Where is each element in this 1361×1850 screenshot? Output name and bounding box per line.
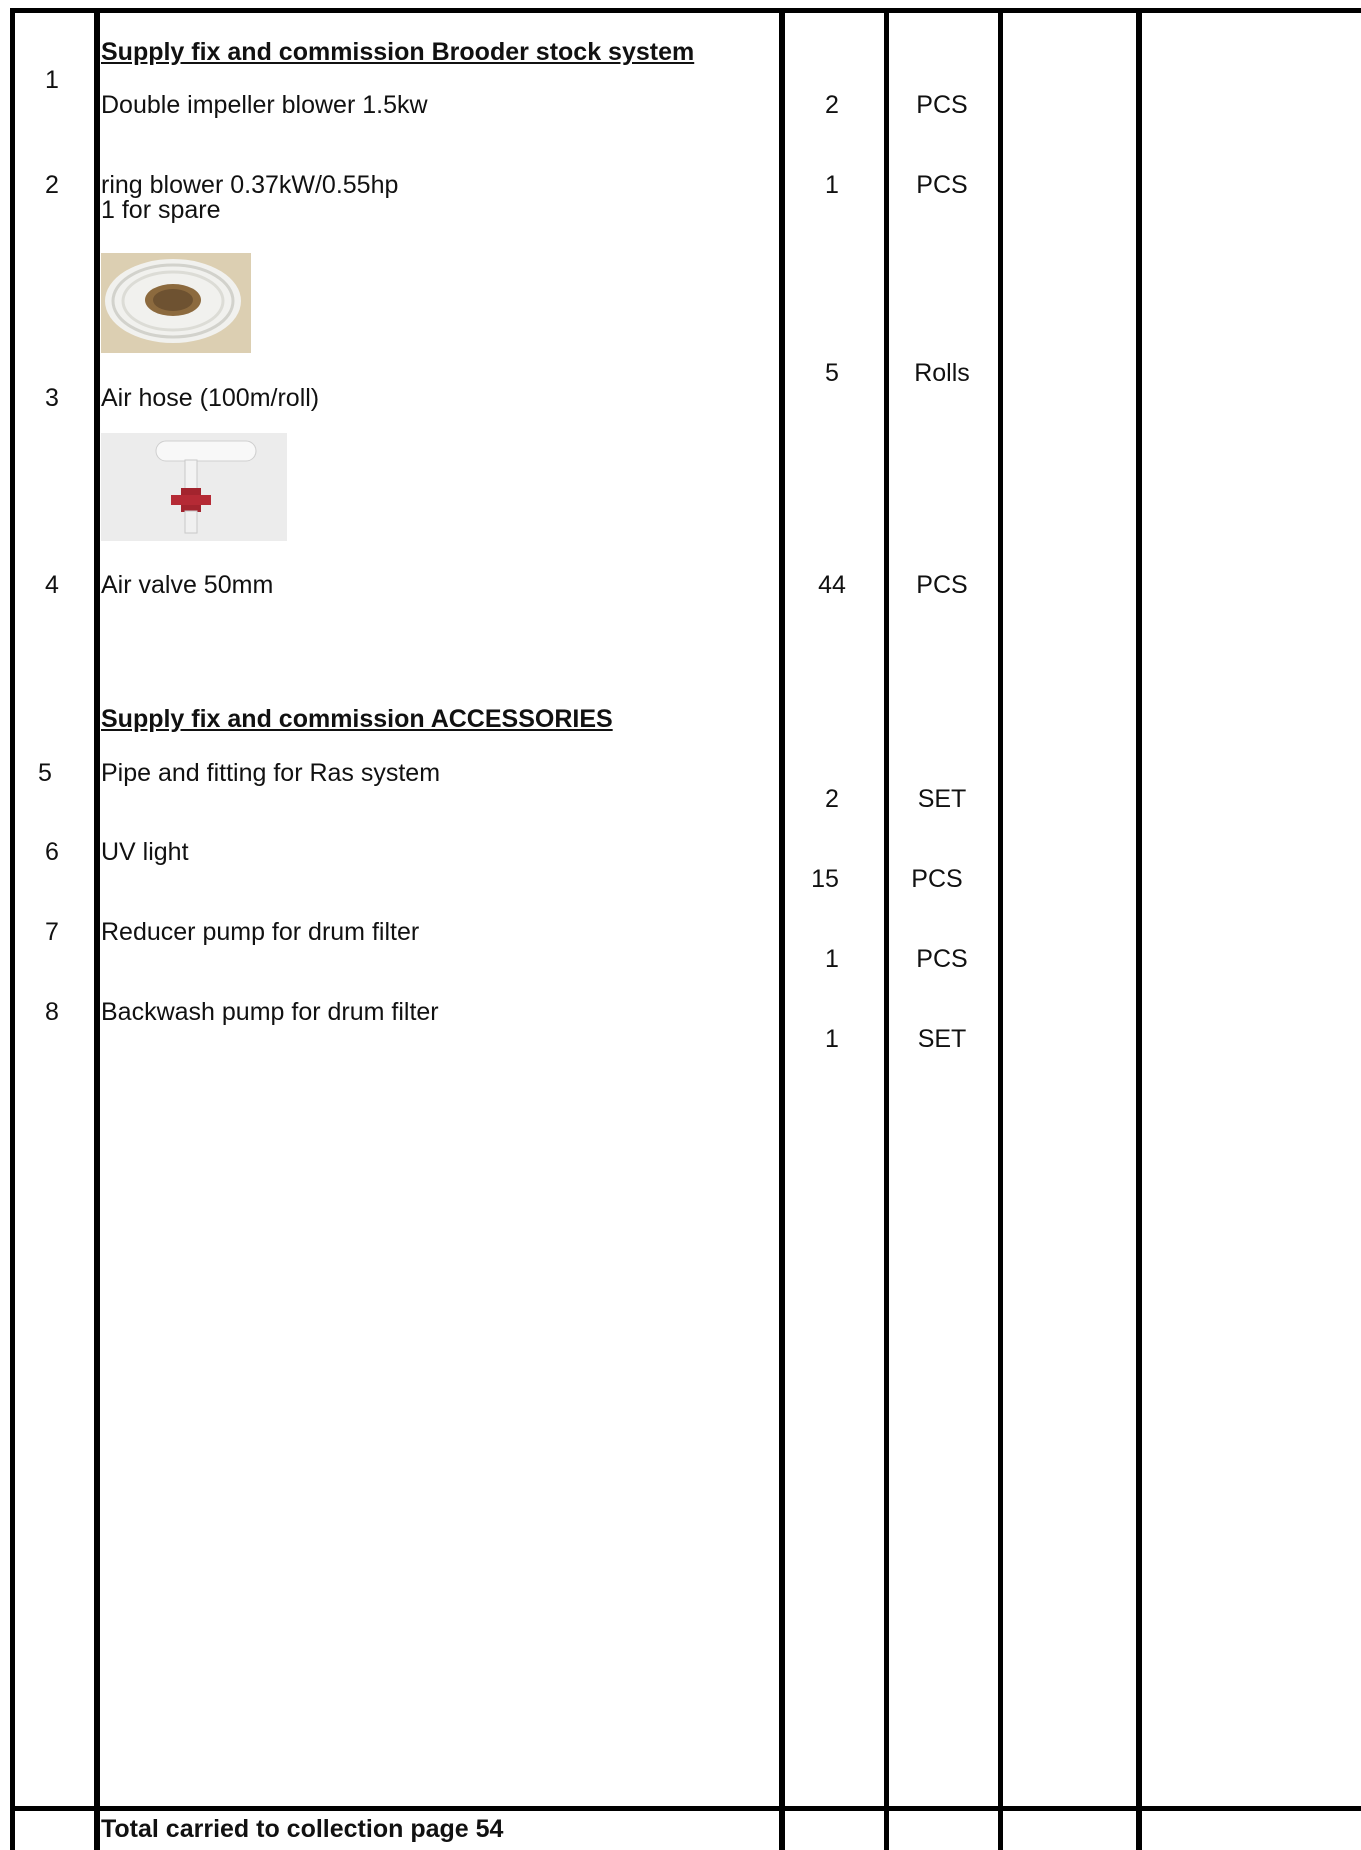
item-description: UV light bbox=[101, 838, 189, 866]
item-number: 3 bbox=[45, 384, 59, 412]
item-number: 5 bbox=[38, 759, 52, 787]
item-unit: PCS bbox=[916, 171, 968, 199]
table-top-border bbox=[10, 8, 1361, 13]
item-number: 2 bbox=[45, 171, 59, 199]
item-number: 6 bbox=[45, 838, 59, 866]
item-unit: SET bbox=[917, 785, 967, 813]
item-description: Air hose (100m/roll) bbox=[101, 384, 320, 412]
item-unit: Rolls bbox=[914, 359, 970, 387]
item-number: 7 bbox=[45, 918, 59, 946]
column-border bbox=[998, 8, 1003, 1850]
item-quantity: 2 bbox=[825, 91, 839, 119]
item-quantity: 1 bbox=[825, 171, 839, 199]
item-quantity: 2 bbox=[825, 785, 839, 813]
item-quantity: 1 bbox=[825, 1025, 839, 1053]
column-border bbox=[10, 8, 15, 1850]
total-row-border bbox=[10, 1806, 1361, 1811]
item-description: ring blower 0.37kW/0.55hp bbox=[101, 171, 399, 199]
item-unit: PCS bbox=[916, 571, 968, 599]
total-carried-label: Total carried to collection page 54 bbox=[101, 1815, 504, 1843]
item-unit: SET bbox=[917, 1025, 967, 1053]
air-valve-image bbox=[101, 433, 287, 541]
item-description: Backwash pump for drum filter bbox=[101, 998, 439, 1026]
item-description: Reducer pump for drum filter bbox=[101, 918, 420, 946]
column-border bbox=[94, 8, 100, 1850]
section-heading: Supply fix and commission Brooder stock system bbox=[101, 38, 695, 66]
item-number: 4 bbox=[45, 571, 59, 599]
item-quantity: 44 bbox=[818, 571, 846, 599]
item-description: Pipe and fitting for Ras system bbox=[101, 759, 441, 787]
item-unit: PCS bbox=[911, 865, 963, 893]
item-quantity: 1 bbox=[825, 945, 839, 973]
column-border bbox=[1136, 8, 1142, 1850]
item-description: Double impeller blower 1.5kw bbox=[101, 91, 428, 119]
item-quantity: 5 bbox=[825, 359, 839, 387]
item-number: 8 bbox=[45, 998, 59, 1026]
section-heading: Supply fix and commission ACCESSORIES bbox=[101, 705, 613, 733]
item-unit: PCS bbox=[916, 91, 968, 119]
air-hose-image bbox=[101, 253, 251, 353]
item-number: 1 bbox=[45, 66, 59, 94]
item-note: 1 for spare bbox=[101, 196, 221, 224]
item-quantity: 15 bbox=[811, 865, 839, 893]
column-border bbox=[884, 8, 889, 1850]
column-border bbox=[779, 8, 785, 1850]
item-unit: PCS bbox=[916, 945, 968, 973]
item-description: Air valve 50mm bbox=[101, 571, 274, 599]
